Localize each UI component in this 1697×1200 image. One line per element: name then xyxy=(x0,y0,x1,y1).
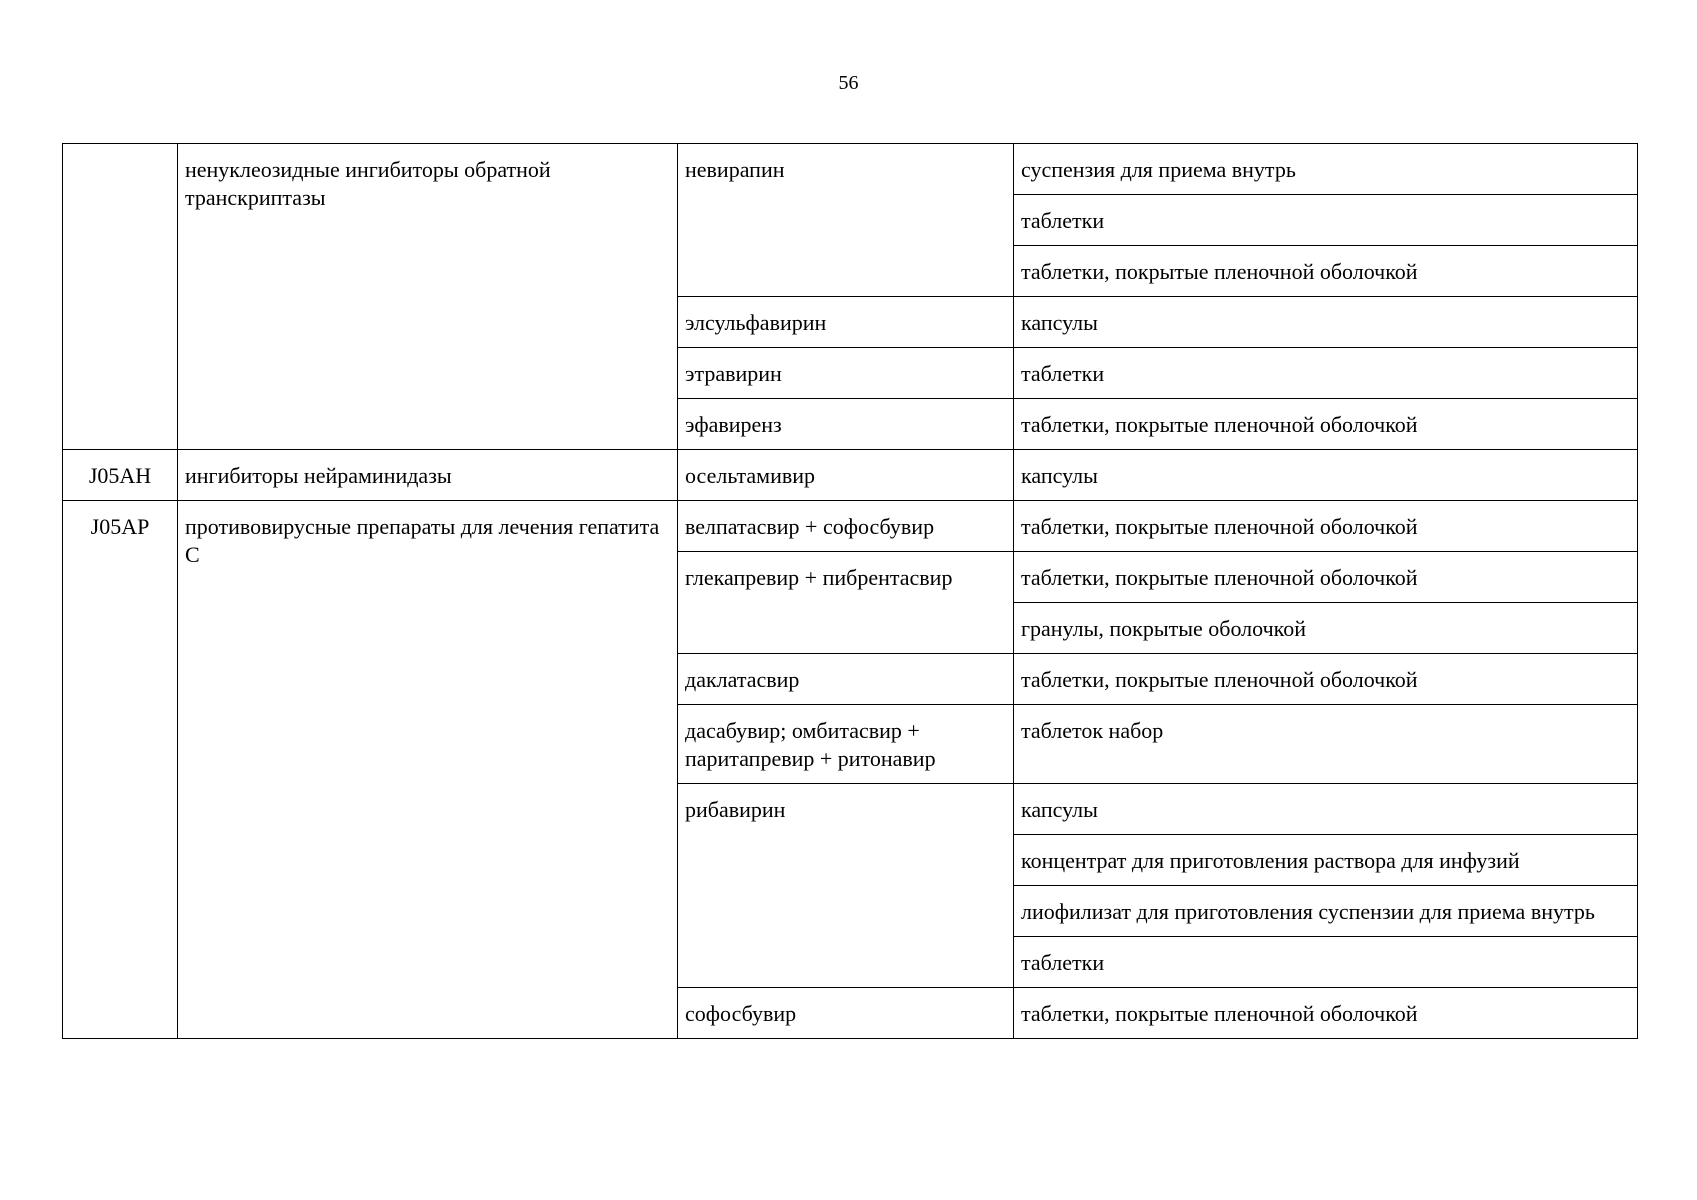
atc-code-cell: J05AP xyxy=(63,501,178,1039)
dosage-form-cell: таблетки xyxy=(1014,195,1638,246)
dosage-form-cell: таблетки xyxy=(1014,348,1638,399)
dosage-form-cell: капсулы xyxy=(1014,784,1638,835)
drug-name-cell: рибавирин xyxy=(678,784,1014,988)
drug-name-cell: эфавиренз xyxy=(678,399,1014,450)
group-name-cell: ингибиторы нейраминидазы xyxy=(178,450,678,501)
drug-name-cell: невирапин xyxy=(678,144,1014,297)
drug-name-cell: даклатасвир xyxy=(678,654,1014,705)
dosage-form-cell: таблеток набор xyxy=(1014,705,1638,784)
atc-code-cell: J05AH xyxy=(63,450,178,501)
table-row xyxy=(63,144,1638,195)
drug-name-cell: этравирин xyxy=(678,348,1014,399)
drug-name-cell: элсульфавирин xyxy=(678,297,1014,348)
table-row xyxy=(63,501,1638,552)
dosage-form-cell: таблетки, покрытые пленочной оболочкой xyxy=(1014,988,1638,1039)
dosage-form-cell: таблетки, покрытые пленочной оболочкой xyxy=(1014,399,1638,450)
drug-name-cell: дасабувир; омбитасвир + паритапревир + ритонавир xyxy=(678,705,1014,784)
group-name-cell: ненуклеозидные ингибиторы обратной транскриптазы xyxy=(178,144,678,450)
drug-name-cell: глекапревир + пибрентасвир xyxy=(678,552,1014,654)
dosage-form-cell: гранулы, покрытые оболочкой xyxy=(1014,603,1638,654)
drug-table xyxy=(62,143,1638,1039)
page-number: 56 xyxy=(838,72,859,94)
dosage-form-cell: таблетки, покрытые пленочной оболочкой xyxy=(1014,246,1638,297)
drug-name-cell: велпатасвир + софосбувир xyxy=(678,501,1014,552)
atc-code-cell xyxy=(63,144,178,450)
drug-name-cell: осельтамивир xyxy=(678,450,1014,501)
dosage-form-cell: таблетки, покрытые пленочной оболочкой xyxy=(1014,501,1638,552)
dosage-form-cell: концентрат для приготовления раствора для инфузий xyxy=(1014,835,1638,886)
table-row xyxy=(63,450,1638,501)
group-name-cell: противовирусные препараты для лечения гепатита С xyxy=(178,501,678,1039)
dosage-form-cell: суспензия для приема внутрь xyxy=(1014,144,1638,195)
dosage-form-cell: таблетки xyxy=(1014,937,1638,988)
dosage-form-cell: лиофилизат для приготовления суспензии для приема внутрь xyxy=(1014,886,1638,937)
drug-name-cell: софосбувир xyxy=(678,988,1014,1039)
dosage-form-cell: капсулы xyxy=(1014,297,1638,348)
dosage-form-cell: таблетки, покрытые пленочной оболочкой xyxy=(1014,552,1638,603)
dosage-form-cell: капсулы xyxy=(1014,450,1638,501)
dosage-form-cell: таблетки, покрытые пленочной оболочкой xyxy=(1014,654,1638,705)
